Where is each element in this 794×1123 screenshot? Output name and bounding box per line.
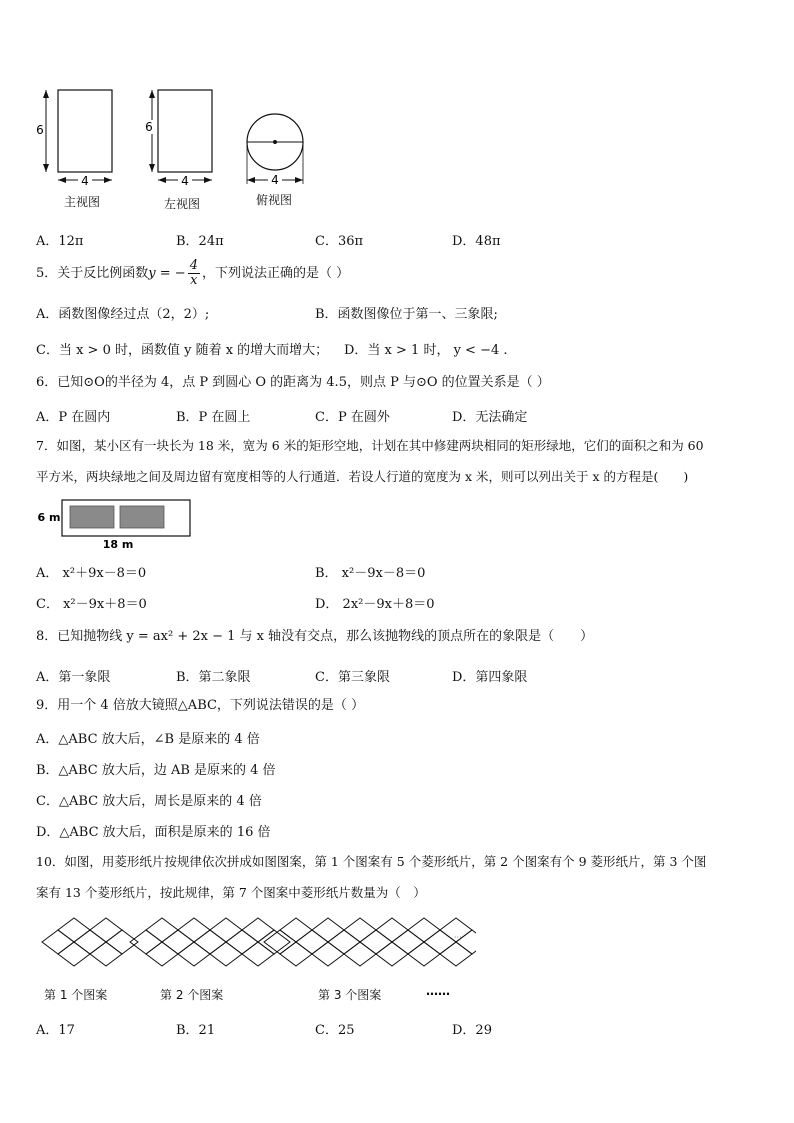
q8-option-b[interactable]: B．第二象限 — [176, 670, 251, 685]
rhombus-piece — [440, 942, 472, 966]
rhombus-piece — [226, 930, 258, 954]
q7-width-label: 6 m — [37, 511, 61, 524]
q10-stem-line1: 10．如图，用菱形纸片按规律依次拼成如图图案，第 1 个图案有 5 个菱形纸片，第 2 个图案有个 9 菱形纸片，第 3 个图 — [36, 854, 707, 869]
q6-option-d[interactable]: D．无法确定 — [452, 410, 528, 425]
q5-option-d[interactable]: D．当 x > 1 时， y < −4 . — [344, 343, 508, 358]
front-dim-height: 6 — [36, 123, 44, 137]
rhombus-piece — [42, 930, 74, 954]
rhombus-piece — [178, 918, 210, 942]
rhombus-piece — [146, 918, 178, 942]
rhombus-piece — [146, 942, 178, 966]
q8-option-c[interactable]: C．第三象限 — [315, 670, 390, 685]
q4-option-c[interactable]: C．36π — [315, 234, 364, 249]
top-dim-width: 4 — [271, 173, 279, 187]
q7-green-area-2 — [120, 506, 164, 528]
continuation-dots: ··· — [454, 933, 462, 942]
q6-option-c[interactable]: C．P 在圆外 — [315, 410, 390, 425]
front-view-label: 主视图 — [64, 195, 101, 209]
q4-option-a[interactable]: A．12π — [36, 234, 84, 249]
rhombus-piece — [328, 930, 360, 954]
q5-func-lhs: y = − — [148, 266, 186, 281]
three-views-figure — [30, 80, 330, 190]
rhombus-piece — [296, 930, 328, 954]
q7-stem-line1: 7．如图，某小区有一块长为 18 米，宽为 6 米的矩形空地，计划在其中修建两块相同的矩形绿地，它们的面积之和为 60 — [36, 438, 704, 453]
rhombus-piece — [106, 930, 138, 954]
q5-stem-before: 5．关于反比例函数 — [36, 266, 149, 281]
left-view-rect — [158, 90, 212, 172]
rhombus-piece — [360, 930, 392, 954]
q10-caption-3: 第 3 个图案 — [318, 988, 382, 1002]
rhombus-piece — [74, 930, 106, 954]
q6-option-a[interactable]: A．P 在圆内 — [36, 410, 111, 425]
q10-option-c[interactable]: C．25 — [315, 1023, 355, 1038]
rhombus-piece — [130, 930, 162, 954]
q5-option-c[interactable]: C．当 x > 0 时，函数值 y 随着 x 的增大而增大； — [36, 343, 329, 358]
rhombus-piece — [210, 942, 242, 966]
q5-frac-num: 4 — [189, 258, 198, 273]
q7-option-a[interactable]: A． x²＋9x－8＝0 — [36, 566, 147, 581]
q10-caption-1: 第 1 个图案 — [44, 988, 108, 1002]
q7-option-d[interactable]: D． 2x²－9x＋8＝0 — [315, 597, 435, 612]
q7-stem-line2: 平方米，两块绿地之间及周边留有宽度相等的人行通道．若设人行道的宽度为 x 米，则可以列出关于 x 的方程是( ) — [36, 469, 689, 484]
rhombus-piece — [90, 918, 122, 942]
q4-option-d[interactable]: D．48π — [452, 234, 501, 249]
rhombus-piece — [344, 942, 376, 966]
q10-caption-more: …… — [426, 984, 450, 998]
q7-green-area-1 — [70, 506, 114, 528]
rhombus-piece — [194, 930, 226, 954]
front-dim-width: 4 — [81, 174, 89, 188]
q10-rhombus-pattern-figure — [36, 910, 476, 980]
q10-option-a[interactable]: A．17 — [36, 1023, 75, 1038]
q10-stem-line2: 案有 13 个菱形纸片，按此规律，第 7 个图案中菱形纸片数量为（ ） — [36, 885, 426, 900]
rhombus-piece — [90, 942, 122, 966]
q8-option-d[interactable]: D．第四象限 — [452, 670, 528, 685]
rhombus-piece — [424, 930, 456, 954]
rhombus-piece — [312, 942, 344, 966]
left-dim-height: 6 — [145, 120, 153, 134]
q9-option-d[interactable]: D．△ABC 放大后，面积是原来的 16 倍 — [36, 825, 271, 840]
q7-option-c[interactable]: C． x²－9x＋8＝0 — [36, 597, 147, 612]
q5-option-b[interactable]: B．函数图像位于第一、三象限; — [315, 307, 498, 322]
front-view-rect — [58, 90, 112, 172]
top-view-label: 俯视图 — [256, 193, 293, 207]
q5-frac-den: x — [190, 273, 198, 288]
q5-stem — [36, 258, 349, 290]
rhombus-piece — [178, 942, 210, 966]
q10-option-d[interactable]: D．29 — [452, 1023, 492, 1038]
q7-length-label: 18 m — [102, 538, 134, 551]
q10-option-b[interactable]: B．21 — [176, 1023, 216, 1038]
rhombus-piece — [376, 918, 408, 942]
q5-fraction — [188, 259, 200, 288]
rhombus-piece — [408, 942, 440, 966]
left-dim-width: 4 — [181, 174, 189, 188]
rhombus-piece — [162, 930, 194, 954]
rhombus-piece — [392, 930, 424, 954]
q8-stem: 8．已知抛物线 y = ax² + 2x − 1 与 x 轴没有交点，那么该抛物线的顶点所在的象限是（ ） — [36, 629, 594, 644]
q4-option-b[interactable]: B．24π — [176, 234, 224, 249]
rhombus-piece — [312, 918, 344, 942]
q9-option-c[interactable]: C．△ABC 放大后，周长是原来的 4 倍 — [36, 794, 262, 809]
q9-option-a[interactable]: A．△ABC 放大后，∠B 是原来的 4 倍 — [36, 732, 260, 747]
q5-stem-after: ，下列说法正确的是（ ） — [201, 266, 350, 281]
q9-stem: 9．用一个 4 倍放大镜照△ABC，下列说法错误的是（ ） — [36, 698, 365, 713]
q7-option-b[interactable]: B． x²－9x－8＝0 — [315, 566, 426, 581]
rhombus-piece — [210, 918, 242, 942]
rhombus-piece — [408, 918, 440, 942]
left-view-label: 左视图 — [164, 197, 201, 211]
q8-option-a[interactable]: A．第一象限 — [36, 670, 111, 685]
rhombus-piece — [376, 942, 408, 966]
rhombus-piece — [58, 942, 90, 966]
q7-rect-figure — [36, 496, 196, 552]
q6-option-b[interactable]: B．P 在圆上 — [176, 410, 251, 425]
q6-stem: 6．已知⊙O的半径为 4，点 P 到圆心 O 的距离为 4.5，则点 P 与⊙O 的位置关系是（ ） — [36, 375, 550, 390]
q10-caption-2: 第 2 个图案 — [160, 988, 224, 1002]
q9-option-b[interactable]: B．△ABC 放大后，边 AB 是原来的 4 倍 — [36, 763, 276, 778]
rhombus-piece — [58, 918, 90, 942]
rhombus-piece — [344, 918, 376, 942]
q5-option-a[interactable]: A．函数图像经过点（2，2）; — [36, 307, 210, 322]
